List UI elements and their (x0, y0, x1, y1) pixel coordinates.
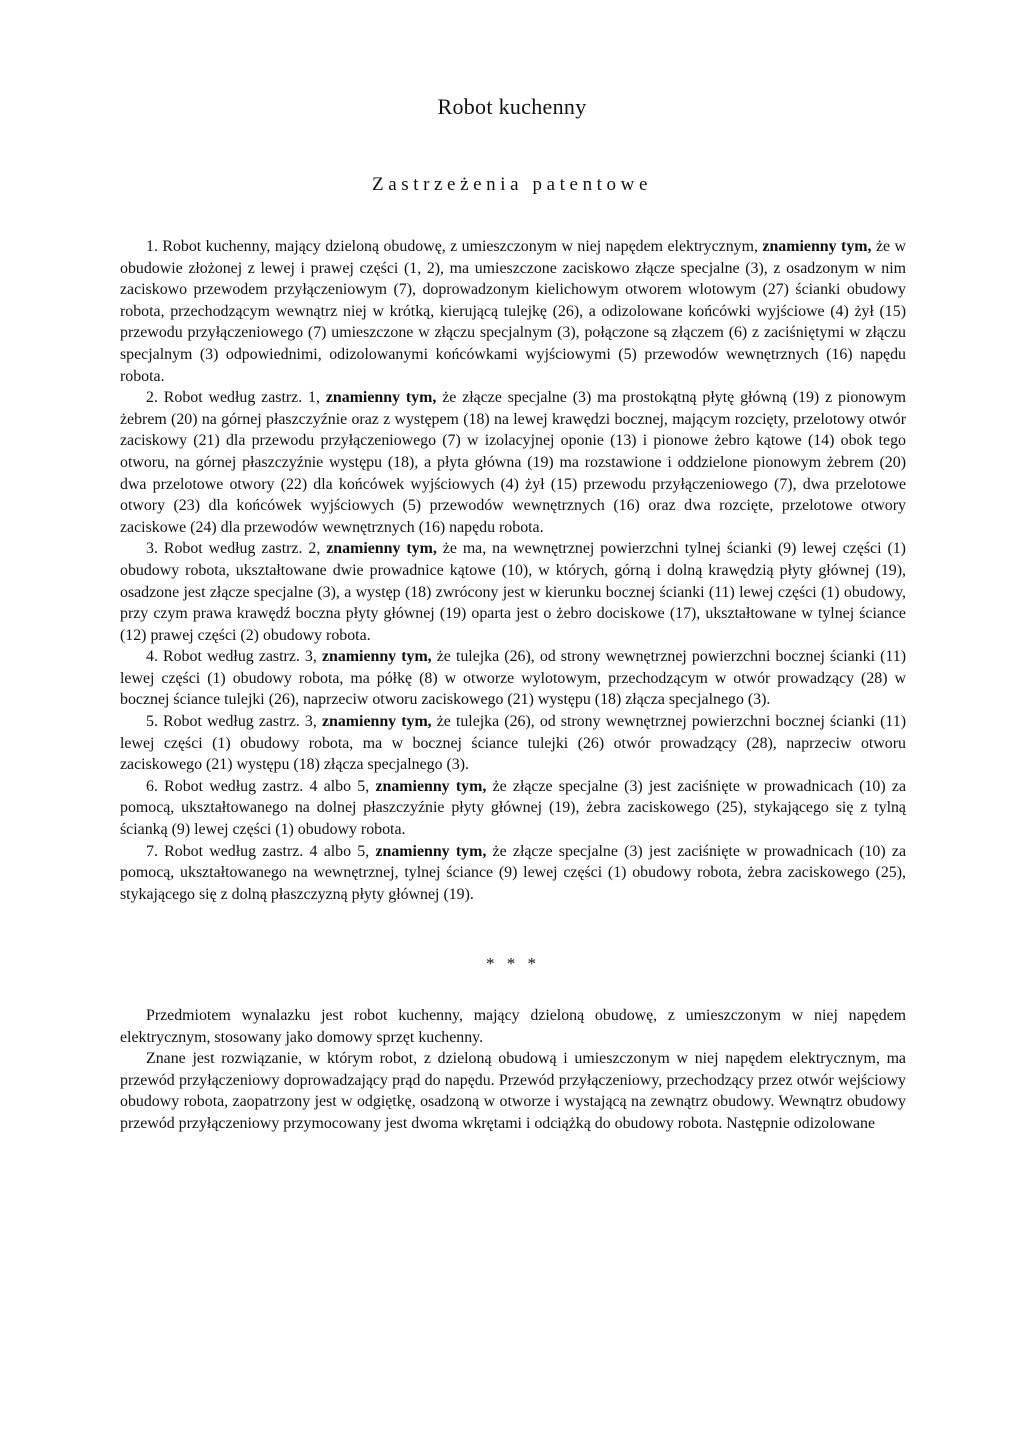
claim-6 (120, 776, 906, 841)
description-section (120, 1005, 906, 1135)
document-subtitle: Zastrzeżenia patentowe (371, 174, 652, 195)
claim-characterizing-phrase: znamienny tym, (321, 648, 432, 666)
claim-4 (120, 646, 906, 711)
claim-characterizing-phrase: znamienny tym, (375, 777, 487, 795)
claim-5 (120, 711, 906, 776)
claim-lead: 3. Robot według zastrz. 2, (146, 540, 327, 558)
document-title: Robot kuchenny (437, 94, 587, 119)
claim-lead: 6. Robot według zastrz. 4 albo 5, (146, 777, 376, 795)
claim-characterizing-phrase: znamienny tym, (762, 238, 872, 255)
claim-characterizing-phrase: znamienny tym, (375, 842, 487, 860)
claim-lead: 4. Robot według zastrz. 3, (146, 648, 322, 666)
claim-7 (120, 841, 906, 906)
claim-characterizing-phrase: znamienny tym, (325, 389, 437, 407)
claim-2 (120, 387, 906, 538)
claim-text: że w obudowie złożonej z lewej i prawej części (1, 2), ma umieszczone zaciskowo złącze specjalne (3), z osadzonym w nim zaciskowo przewodem przyłączeniowym (7), doprowadzonym kielichowym otworem wlotowym (27) ścianki obudowy robota, przechodzącym wewnątrz niej w krótką, kierującą tulejkę (26), a odizolowane końcówki wyjściowe (4) żył (15) przewodu przyłączeniowego (7) umieszczone w złączu specjalnym (3), połączone są złączem (6) z zaciśniętymi w złączu specjalnym (3) odpowiednimi, odizolowanymi końcówkami wyjściowymi (5) przewodów wewnętrznych (16) napędu robota. (120, 238, 906, 385)
claim-text: że tulejka (26), od strony wewnętrznej powierzchni bocznej ścianki (11) lewej części (1) obudowy robota, ma półkę (8) w otworze wylotowym, przechodzącym w otwór prowadzący (28) w bocznej ściance tulejki (26), naprzeciw otworu zaciskowego (21) występu (18) złącza specjalnego (3). (120, 648, 906, 709)
claims-section (120, 236, 906, 905)
claim-text: że tulejka (26), od strony wewnętrznej powierzchni bocznej ścianki (11) lewej części (1) obudowy robota, ma w bocznej ściance tulejki (26) otwór prowadzący (28), naprzeciw otworu zaciskowego (21) występu (18) złącza specjalnego (3). (120, 713, 906, 774)
claim-1 (120, 236, 906, 387)
claim-characterizing-phrase: znamienny tym, (321, 713, 432, 731)
claim-text: że ma, na wewnętrznej powierzchni tylnej ścianki (9) lewej części (1) obudowy robota, ukształtowane dwie prowadnice kątowe (10), w których, górną i dolną krawędzią płyty głównej (19), osadzone jest złącze specjalne (3), a występ (18) zwrócony jest w kierunku bocznej ścianki (11) lewej części (1) obudowy, przy czym prawa krawędź boczna płyty głównej (19) oparta jest o żebro dociskowe (17), ukształtowane w tylnej ściance (12) prawej części (2) obudowy robota. (120, 540, 906, 644)
claim-3 (120, 538, 906, 646)
claim-text: że złącze specjalne (3) jest zaciśnięte w prowadnicach (10) za pomocą, ukształtowanego na wewnętrznej, tylnej ściance (9) lewej części (1) obudowy robota, żebra zaciskowego (25), stykającego się z dolną płaszczyzną płyty głównej (19). (120, 842, 906, 903)
description-paragraph-1: Przedmiotem wynalazku jest robot kuchenny, mający dzieloną obudowę, z umieszczonym w niej napędem elektrycznym, stosowany jako domowy sprzęt kuchenny. (120, 1007, 906, 1046)
description-paragraph-2: Znane jest rozwiązanie, w którym robot, z dzieloną obudową i umieszczonym w niej napędem elektrycznym, ma przewód przyłączeniowy doprowadzający prąd do napędu. Przewód przyłączeniowy, przechodzący przez otwór wejściowy obudowy robota, zaopatrzony jest w odgiętkę, osadzoną w otworze i wystającą na zewnątrz obudowy. Wewnątrz obudowy przewód przyłączeniowy przymocowany jest dwoma wkrętami i odciążką do obudowy robota. Następnie odizolowane (120, 1050, 906, 1132)
claim-lead: 5. Robot według zastrz. 3, (146, 713, 322, 731)
claim-lead: 1. Robot kuchenny, mający dzieloną obudowę, z umieszczonym w niej napędem elektrycznym, (146, 238, 763, 255)
claim-text: że złącze specjalne (3) ma prostokątną płytę główną (19) z pionowym żebrem (20) na górnej płaszczyźnie oraz z występem (18) na lewej krawędzi bocznej, mającym rozcięty, przelotowy otwór zaciskowy (21) dla przewodu przyłączeniowego (7) w izolacyjnej oponie (13) i pionowe żebro kątowe (14) obok tego otworu, na górnej płaszczyźnie występu (18), a płyta główna (19) ma rozstawione i oddzielone pionowym żebrem (20) dwa przelotowe otwory (22) dla końcówek wyjściowych (4) żył (15) przewodu przyłączeniowego (7), dwa przelotowe otwory (23) dla końcówek wyjściowych (5) przewodów wewnętrznych (16) oraz dwa rozcięte, przelotowe otwory zaciskowe (24) dla przewodów wewnętrznych (16) napędu robota. (120, 389, 906, 536)
claim-lead: 2. Robot według zastrz. 1, (146, 389, 326, 407)
claim-lead: 7. Robot według zastrz. 4 albo 5, (146, 842, 376, 860)
section-separator: * * * (486, 954, 540, 974)
claim-text: że złącze specjalne (3) jest zaciśnięte w prowadnicach (10) za pomocą, ukształtowanego na dolnej płaszczyźnie płyty głównej (19), żebra zaciskowego (25), stykającego się z tylną ścianką (9) lewej części (1) obudowy robota. (120, 777, 906, 839)
claim-characterizing-phrase: znamienny tym, (326, 540, 437, 558)
document-body (120, 236, 906, 1135)
